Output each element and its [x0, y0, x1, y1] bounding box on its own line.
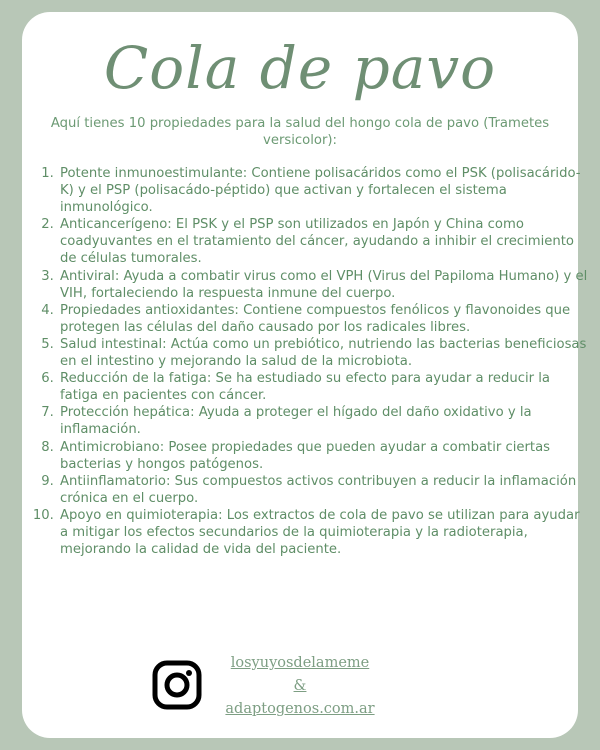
- properties-list: [32, 165, 588, 558]
- list-item: 10. Apoyo en quimioterapia: Los extractos de cola de pavo se utilizan para ayudar a mitigar los efectos secundarios de la quimioterapia y la radioterapia, mejorando la calidad de vida del paciente.: [58, 507, 588, 558]
- instagram-handle-link[interactable]: losyuyosdelameme: [230, 655, 370, 671]
- list-item: 6. Reducción de la fatiga: Se ha estudiado su efecto para ayudar a reducir la fatiga en pacientes con cáncer.: [58, 370, 588, 404]
- list-item: 8. Antimicrobiano: Posee propiedades que pueden ayudar a combatir ciertas bacterias y hongos patógenos.: [58, 439, 588, 473]
- social-footer: [150, 652, 450, 732]
- list-item: 2. Anticancerígeno: El PSK y el PSP son utilizados en Japón y China como coadyuvantes en el tratamiento del cáncer, ayudando a inhibir el crecimiento de células tumorales.: [58, 216, 588, 267]
- website-link[interactable]: adaptogenos.com.ar: [225, 701, 375, 717]
- page-title: Cola de pavo: [103, 34, 497, 102]
- instagram-icon[interactable]: [152, 660, 202, 710]
- list-item: 7. Protección hepática: Ayuda a proteger el hígado del daño oxidativo y la inflamación.: [58, 404, 588, 438]
- list-item: 3. Antiviral: Ayuda a combatir virus como el VPH (Virus del Papiloma Humano) y el VIH, fortaleciendo la respuesta inmune del cuerpo.: [58, 268, 588, 302]
- content-card: [22, 12, 588, 738]
- ampersand: &: [293, 678, 307, 694]
- list-item: 5. Salud intestinal: Actúa como un prebiótico, nutriendo las bacterias beneficiosas en el intestino y mejorando la salud de la microbiota.: [58, 336, 588, 370]
- list-item: 4. Propiedades antioxidantes: Contiene compuestos fenólicos y flavonoides que protegen las células del daño causado por los radicales libres.: [58, 302, 588, 336]
- list-item: 1. Potente inmunoestimulante: Contiene polisacáridos como el PSK (polisacárido-K) y el PSP (polisacádo-péptido) que activan y fortalecen el sistema inmunológico.: [58, 165, 588, 216]
- list-item: 9. Antiinflamatorio: Sus compuestos activos contribuyen a reducir la inflamación crónica en el cuerpo.: [58, 473, 588, 507]
- intro-text: Aquí tienes 10 propiedades para la salud del hongo cola de pavo (Trametes versicolor):: [50, 116, 550, 148]
